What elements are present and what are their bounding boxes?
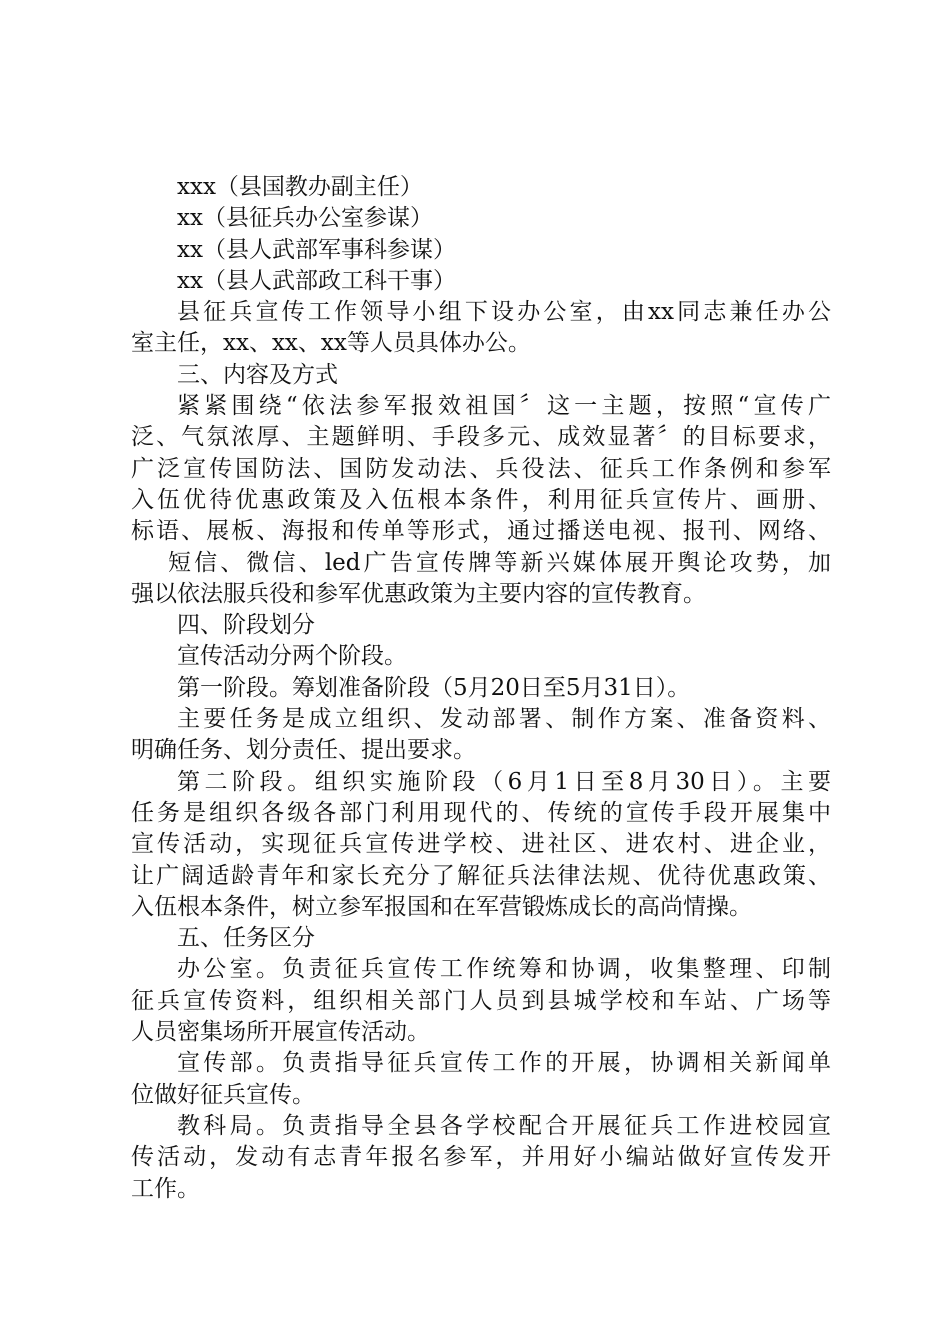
text-line: 五、任务区分: [177, 925, 315, 952]
text-line: 入伍优待优惠政策及入伍根本条件，利用征兵宣传片、画册、: [131, 486, 831, 513]
text-line: 标语、展板、海报和传单等形式，通过播送电视、报刊、网络、: [131, 518, 831, 545]
text-line: 第二阶段。组织实施阶段（6月1日至8月30日）。主要: [177, 768, 831, 795]
text-line: 三、内容及方式: [177, 361, 338, 388]
text-line: xxx（县国教办副主任）: [177, 174, 423, 200]
text-line: 短信、微信、led广告宣传牌等新兴媒体展开舆论攻势，加: [168, 549, 831, 576]
text-line: 明确任务、划分责任、提出要求。: [131, 737, 476, 764]
text-line: 室主任，xx、xx、xx等人员具体办公。: [131, 330, 531, 357]
text-line: xx（县人武部军事科参谋）: [177, 236, 456, 263]
text-line: 人员密集场所开展宣传活动。: [131, 1019, 430, 1046]
text-line: 紧紧围绕“依法参军报效祖国〞这一主题，按照“宣传广: [177, 393, 831, 420]
text-line: 任务是组织各级各部门利用现代的、传统的宣传手段开展集中: [131, 799, 831, 826]
document-body: [131, 172, 831, 1205]
text-line: 四、阶段划分: [177, 612, 315, 639]
text-line: 主要任务是成立组织、发动部署、制作方案、准备资料、: [177, 706, 831, 733]
text-line: 强以依法服兵役和参军优惠政策为主要内容的宣传教育。: [131, 580, 706, 607]
text-line: 宣传活动，实现征兵宣传进学校、进社区、进农村、进企业，: [131, 831, 831, 858]
text-line: 广泛宣传国防法、国防发动法、兵役法、征兵工作条例和参军: [131, 455, 831, 482]
text-line: 宣传部。负责指导征兵宣传工作的开展，协调相关新闻单: [177, 1050, 831, 1077]
text-line: 办公室。负责征兵宣传工作统筹和协调，收集整理、印制: [177, 956, 831, 983]
text-line: 征兵宣传资料，组织相关部门人员到县城学校和车站、广场等: [131, 987, 831, 1014]
text-line: 县征兵宣传工作领导小组下设办公室，由xx同志兼任办公: [177, 299, 831, 326]
text-line: xx（县人武部政工科干事）: [177, 267, 456, 294]
text-line: 第一阶段。筹划准备阶段（5月20日至5月31日）。: [177, 674, 691, 701]
text-line: 位做好征兵宣传。: [131, 1081, 315, 1108]
text-line: 入伍根本条件，树立参军报国和在军营锻炼成长的高尚情操。: [131, 893, 752, 920]
text-line: 教科局。负责指导全县各学校配合开展征兵工作进校园宣: [177, 1112, 831, 1139]
text-line: 宣传活动分两个阶段。: [177, 643, 407, 670]
text-line: 工作。: [131, 1175, 200, 1202]
text-line: 传活动，发动有志青年报名参军，并用好小编站做好宣传发开: [131, 1144, 831, 1171]
text-line: xx（县征兵办公室参谋）: [177, 205, 433, 232]
text-line: 让广阔适龄青年和家长充分了解征兵法律法规、优待优惠政策、: [131, 862, 831, 889]
text-line: 泛、气氛浓厚、主题鲜明、手段多元、成效显著〞的目标要求，: [131, 424, 831, 451]
